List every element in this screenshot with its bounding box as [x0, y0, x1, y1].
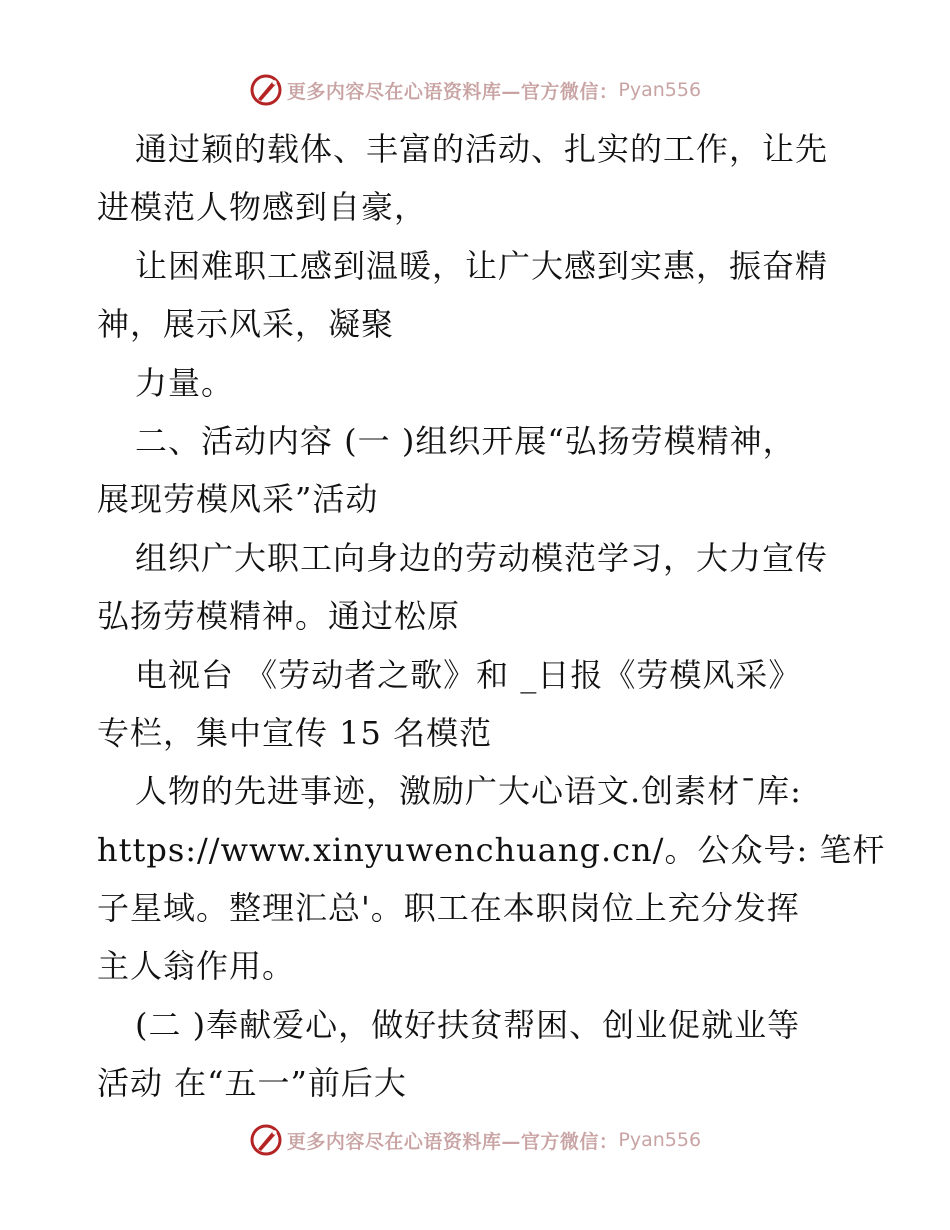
text-line: 力量。: [135, 363, 235, 402]
text-line: https://www.xinyuwenchuang.cn/。公众号: 笔杆: [97, 830, 886, 869]
text-line: 弘扬劳模精神。通过松原: [97, 597, 461, 636]
section-heading: 二、活动内容 (一 )组织开展“弘扬劳模精神，: [135, 421, 796, 460]
text-line: 进模范人物感到自豪，: [97, 188, 428, 227]
document-body: [97, 120, 886, 1113]
text-line: 神，展示风采，凝聚: [97, 305, 395, 344]
header-watermark: [0, 70, 950, 110]
footer-watermark: [0, 1120, 950, 1160]
text-line: 主人翁作用。: [97, 947, 296, 986]
text-line: 专栏，集中宣传 15 名模范: [97, 713, 493, 752]
text-line: 活动 在“五一”前后大: [97, 1064, 407, 1103]
watermark-text: 更多内容尽在心语资料库—官方微信：: [286, 1130, 619, 1153]
text-line: 人物的先进事迹，激励广大心语文.创素材¯库:: [135, 772, 802, 811]
section-heading: (二 )奉献爱心，做好扶贫帮困、创业促就业等: [135, 1005, 801, 1044]
watermark-wechat-id: Pyan556: [618, 1129, 702, 1151]
text-line: 通过颖的载体、丰富的活动、扎实的工作，让先: [135, 130, 829, 168]
watermark-text: 更多内容尽在心语资料库—官方微信：: [286, 80, 619, 103]
pen-logo-icon: [249, 73, 283, 107]
text-line: 让困难职工感到温暖，让广大感到实惠，振奋精: [135, 246, 829, 285]
watermark-wechat-id: Pyan556: [618, 79, 702, 101]
text-line: 子星域。整理汇总'。职工在本职岗位上充分发挥: [97, 889, 800, 928]
text-line: 组织广大职工向身边的劳动模范学习，大力宣传: [135, 538, 829, 577]
text-line: 电视台 《劳动者之歌》和 _日报《劳模风采》: [135, 655, 802, 694]
section-heading: 展现劳模风采”活动: [97, 480, 379, 519]
pen-logo-icon: [249, 1123, 283, 1157]
